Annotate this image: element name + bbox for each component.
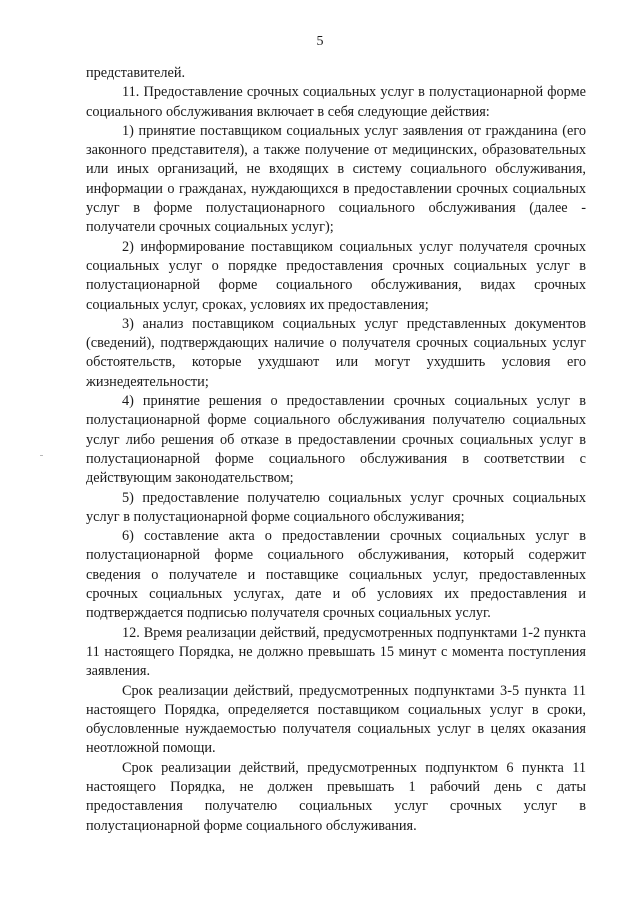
paragraph-clause-12: 12. Время реализации действий, предусмотренных подпунктами 1-2 пункта 11 настоящего Порядка, не должно превышать 15 минут с момента поступления заявления.: [86, 624, 586, 680]
paragraph-clause-11: 11. Предоставление срочных социальных услуг в полустационарной форме социального обслуживания включает в себя следующие действия:: [86, 84, 586, 120]
paragraph-term-6: Срок реализации действий, предусмотренных подпунктом 6 пункта 11 настоящего Порядка, не должен превышать 1 рабочий день с даты предоставления получателю социальных услуг срочных услуг в полустационарной форме социального обслуживания.: [86, 759, 586, 834]
paragraph-subclause-3: 3) анализ поставщиком социальных услуг представленных документов (сведений), подтверждающих наличие о получателя срочных социальных услуг обстоятельств, которые ухудшают или могут ухудшить условия его жизнедеятельности;: [86, 315, 586, 390]
paragraph-continuation: представителей.: [86, 65, 186, 81]
document-body: [86, 64, 586, 836]
paragraph-subclause-4: 4) принятие решения о предоставлении срочных социальных услуг в полустационарной форме социального обслуживания получателю социальных услуг либо решения об отказе в предоставлении срочных социальных услуг в полустационарной форме социального обслуживания в соответствии с действующим законодательством;: [86, 393, 586, 487]
paragraph-subclause-2: 2) информирование поставщиком социальных услуг получателя срочных социальных услуг о порядке предоставления срочных социальных услуг в полустационарной форме социального обслуживания, видах срочных социальных услуг, сроках, условиях их предоставления;: [86, 238, 586, 313]
scan-artifact: [40, 455, 43, 456]
page-number: 5: [316, 34, 324, 49]
paragraph-subclause-5: 5) предоставление получателю социальных услуг срочных социальных услуг в полустационарной форме социального обслуживания;: [86, 489, 586, 525]
paragraph-term-3-5: Срок реализации действий, предусмотренных подпунктами 3-5 пункта 11 настоящего Порядка, определяется поставщиком социальных услуг в сроки, обусловленные нуждаемостью получателя социальных услуг в целях оказания неотложной помощи.: [86, 682, 586, 757]
paragraph-subclause-1: 1) принятие поставщиком социальных услуг заявления от гражданина (его законного представителя), а также получение от медицинских, образовательных или иных организаций, не входящих в систему социального обслуживания, информации о гражданах, нуждающихся в предоставлении срочных социальных услуг в форме полустационарного социального обслуживания (далее - получатели срочных социальных услуг);: [86, 122, 586, 236]
paragraph-subclause-6: 6) составление акта о предоставлении срочных социальных услуг в полустационарной форме социального обслуживания, который содержит сведения о получателе и поставщике социальных услуг, предоставленных срочных социальных услугах, дате и об условиях их предоставления и подтверждается подписью получателя срочных социальных услуг.: [86, 528, 586, 622]
